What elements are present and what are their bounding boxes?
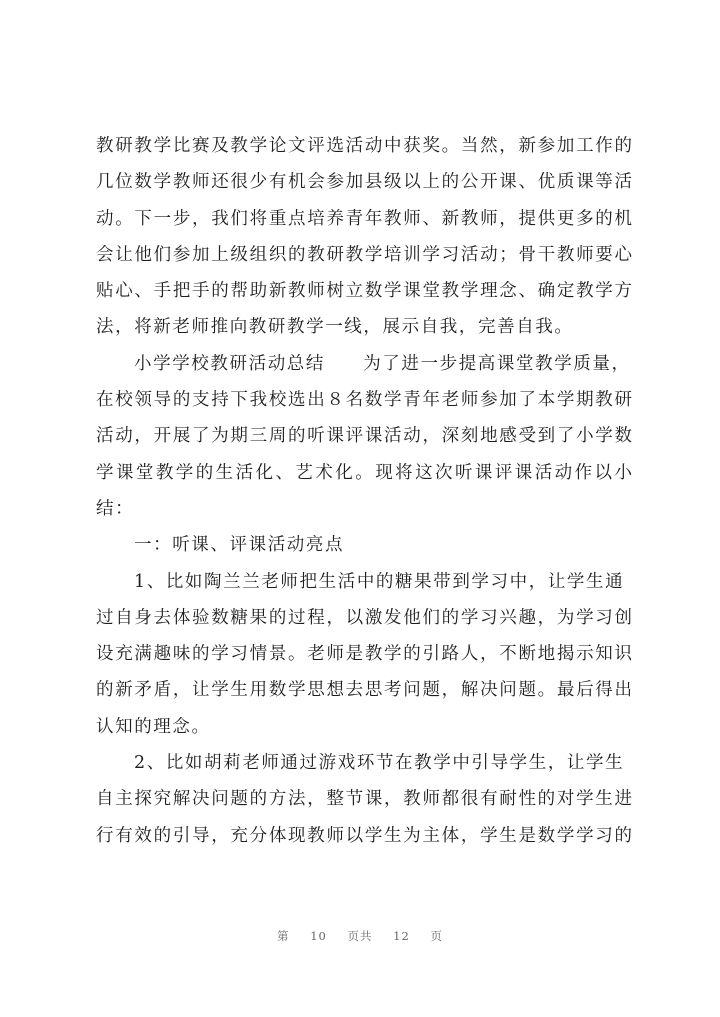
footer-prefix: 第 [277,929,290,943]
text-line: 1、比如陶兰兰老师把生活中的糖果带到学习中，让学生通 [134,571,625,592]
text-line: 自主探究解决问题的方法，整节课，教师都很有耐性的对学生进 [96,789,632,810]
text-line: 在校领导的支持下我校选出８名数学青年老师参加了本学期教研 [96,390,632,411]
text-line: 贴心、手把手的帮助新教师树立数学课堂教学理念、确定教学方 [96,281,632,302]
footer-suffix: 页 [430,929,443,943]
text-line: 的新矛盾，让学生用数学思想去思考问题，解决问题。最后得出 [96,680,632,701]
section-heading: 一：听课、评课活动亮点 [134,535,345,556]
text-line: 过自身去体验数糖果的过程，以激发他们的学习兴趣，为学习创 [96,607,632,628]
total-pages: 12 [393,929,410,943]
text-line: 结： [96,498,135,519]
text-line: 法，将新老师推向教研教学一线，展示自我，完善自我。 [96,317,574,338]
text-line: 学课堂教学的生活化、艺术化。现将这次听课评课活动作以小 [96,462,632,483]
text-line: 设充满趣味的学习情景。老师是教学的引路人，不断地揭示知识 [96,644,632,665]
text-line: 动。下一步，我们将重点培养青年教师、新教师，提供更多的机 [96,208,632,229]
text-line: 会让他们参加上级组织的教研教学培训学习活动；骨干教师要心 [96,244,632,265]
text-line: 认知的理念。 [96,716,211,737]
text-line: 小学学校教研活动总结 为了进一步提高课堂教学质量， [134,353,631,374]
text-line: 几位数学教师还很少有机会参加县级以上的公开课、优质课等活 [96,172,632,193]
text-line: 活动，开展了为期三周的听课评课活动，深刻地感受到了小学数 [96,426,632,447]
footer-middle: 页共 [347,929,373,943]
page-number: 10 [310,929,327,943]
body-text [96,128,632,854]
text-line: 2、比如胡莉老师通过游戏环节在教学中引导学生，让学生 [134,753,625,774]
text-line: 行有效的引导，充分体现教师以学生为主体，学生是数学学习的 [96,825,632,846]
page-footer [0,928,720,944]
text-line: 教研教学比赛及教学论文评选活动中获奖。当然，新参加工作的 [96,136,632,156]
